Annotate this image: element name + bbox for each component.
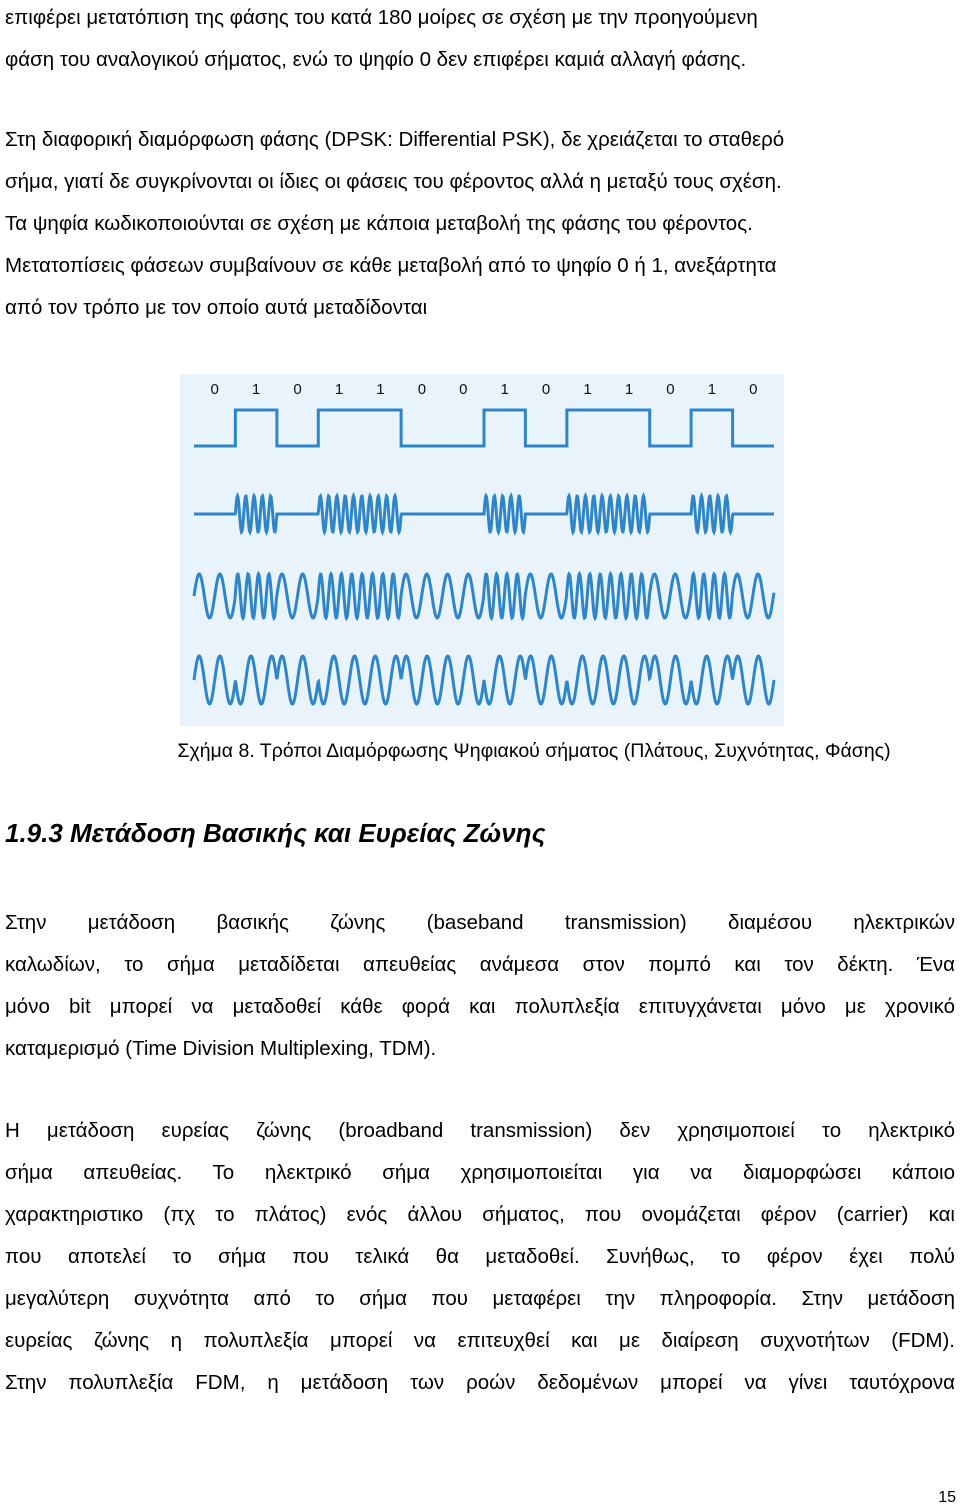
text-line: καταμερισμό (Time Division Multiplexing, TDM). — [5, 1037, 437, 1060]
text-line: Η μετάδοση ευρείας ζώνης (broadband transmission) δεν χρησιμοποιεί το ηλεκτρικό — [5, 1119, 955, 1142]
text-line: Μετατοπίσεις φάσεων συμβαίνουν σε κάθε μεταβολή από το ψηφίο 0 ή 1, ανεξάρτητα — [5, 254, 777, 277]
paragraph-broadband — [5, 1110, 955, 1404]
bit-label: 0 — [541, 381, 551, 398]
page-number: 15 — [938, 1489, 956, 1506]
bit-label: 0 — [749, 381, 758, 398]
paragraph-dpsk — [5, 119, 955, 329]
fsk-wave — [194, 574, 774, 618]
text-line: επιφέρει μετατόπιση της φάσης του κατά 180 μοίρες σε σχέση με την προηγούμενη — [5, 6, 758, 29]
text-line: σήμα, γιατί δε συγκρίνονται οι ίδιες οι φάσεις του φέροντος αλλά η μεταξύ τους σχέση. — [5, 170, 782, 193]
bit-label: 0 — [210, 381, 219, 398]
paragraph-baseband — [5, 902, 955, 1070]
text-line: σήμα απευθείας. Το ηλεκτρικό σήμα χρησιμοποιείται για να διαμορφώσει κάποιο — [5, 1161, 955, 1184]
bit-label: 0 — [293, 381, 302, 398]
text-line: χαρακτηριστικο (πχ το πλάτος) ενός άλλου σήματος, που ονομάζεται φέρον (carrier) και — [5, 1203, 955, 1226]
section-heading: 1.9.3 Μετάδοση Βασικής και Ευρείας Ζώνης — [5, 818, 546, 848]
bit-label: 1 — [583, 381, 592, 398]
text-line: Στη διαφορική διαμόρφωση φάσης (DPSK: Differential PSK), δε χρειάζεται το σταθερό — [5, 128, 785, 151]
bit-label: 1 — [500, 381, 509, 398]
bit-label: 1 — [334, 381, 344, 398]
paragraph-intro — [5, 0, 955, 81]
figure-caption: Σχήμα 8. Τρόποι Διαμόρφωσης Ψηφιακού σήματος (Πλάτους, Συχνότητας, Φάσης) — [177, 740, 891, 762]
text-line: Τα ψηφία κωδικοποιούνται σε σχέση με κάποια μεταβολή της φάσης του φέροντος. — [5, 212, 753, 235]
text-line: μόνο bit μπορεί να μεταδοθεί κάθε φορά και πολυπλεξία επιτυγχάνεται μόνο με χρονικό — [5, 995, 955, 1018]
text-line: καλωδίων, το σήμα μεταδίδεται απευθείας ανάμεσα στον πομπό και τον δέκτη. Ένα — [5, 953, 955, 976]
modulation-figure — [180, 374, 784, 726]
bit-label: 0 — [459, 381, 468, 398]
text-line: Στην μετάδοση βασικής ζώνης (baseband transmission) διαμέσου ηλεκτρικών — [5, 911, 955, 934]
text-line: από τον τρόπο με τον οποίο αυτά μεταδίδονται — [5, 296, 428, 319]
ask-wave — [194, 496, 774, 532]
bit-label: 1 — [251, 381, 261, 398]
text-line: που αποτελεί το σήμα που τελικά θα μεταδοθεί. Συνήθως, το φέρον έχει πολύ — [5, 1245, 955, 1268]
text-line: μεγαλύτερη συχνότητα από το σήμα που μεταφέρει την πληροφορία. Στην μετάδοση — [5, 1287, 955, 1310]
modulation-diagram — [180, 374, 784, 726]
bit-label: 1 — [376, 381, 385, 398]
text-line: φάση του αναλογικού σήματος, ενώ το ψηφίο 0 δεν επιφέρει καμιά αλλαγή φάσης. — [5, 48, 747, 71]
psk-wave — [194, 656, 774, 704]
bit-label: 1 — [624, 381, 634, 398]
text-line: Στην πολυπλεξία FDM, η μετάδοση των ροών δεδομένων μπορεί να γίνει ταυτόχρονα — [5, 1371, 955, 1394]
text-line: ευρείας ζώνης η πολυπλεξία μπορεί να επιτευχθεί και με διαίρεση συχνοτήτων (FDM). — [5, 1329, 955, 1352]
bit-label: 0 — [417, 381, 427, 398]
bit-label: 1 — [707, 381, 717, 398]
digital-signal-wave — [194, 410, 774, 446]
bit-label: 0 — [666, 381, 675, 398]
